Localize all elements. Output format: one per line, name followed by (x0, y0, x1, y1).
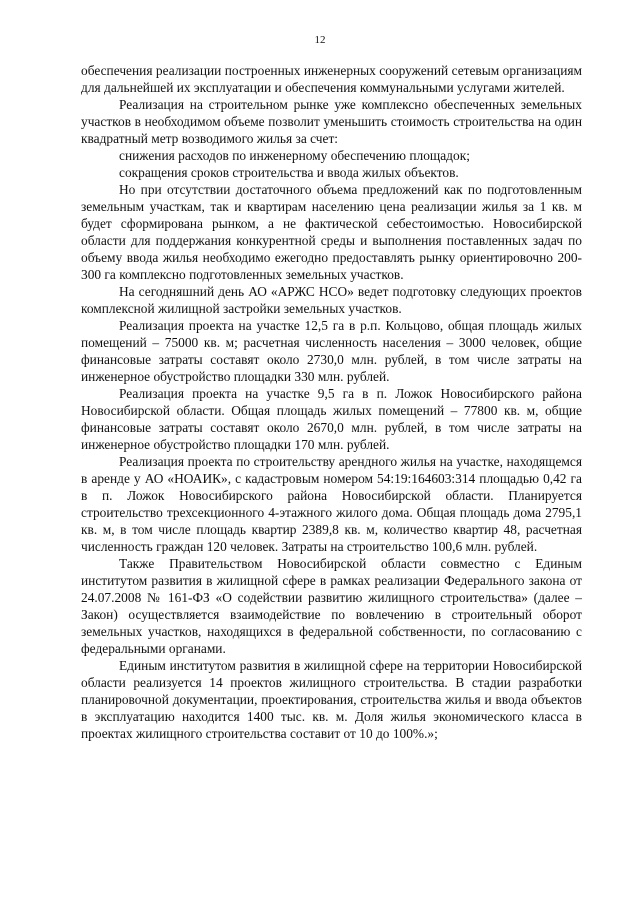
paragraph-4: На сегодняшний день АО «АРЖС НСО» ведет подготовку следующих проектов комплексной жилищной застройки земельных участков. (81, 284, 582, 316)
paragraph-9: Единым институтом развития в жилищной сфере на территории Новосибирской области реализуется 14 проектов жилищного строительства. В стадии разработки планировочной документации, проектирования, строительства жилья и ввода объектов в эксплуатацию находится 1400 тыс. кв. м. Доля жилья экономического класса в проектах жилищного строительства составит от 10 до 100%.»; (81, 658, 582, 741)
paragraph-8: Также Правительством Новосибирской области совместно с Единым институтом развития в жилищной сфере в рамках реализации Федерального закона от 24.07.2008 № 161-ФЗ «О содействии развитию жилищного строительства» (далее – Закон) осуществляется взаимодействие по вовлечению в строительный оборот земельных участков, находящихся в федеральной собственности, по согласованию с федеральными органами. (81, 556, 582, 656)
paragraph-3: Но при отсутствии достаточного объема предложений как по подготовленным земельным участкам, так и квартирам населению цена реализации жилья за 1 кв. м будет сформирована рынком, а не фактической себестоимостью. Новосибирской области для поддержания конкурентной среды и выполнения поставленных задач по объему ввода жилья необходимо ежегодно предоставлять рынку ориентировочно 200-300 га комплексно подготовленных земельных участков. (81, 182, 582, 282)
list-item-1: снижения расходов по инженерному обеспечению площадок; (119, 148, 470, 163)
paragraph-5: Реализация проекта на участке 12,5 га в р.п. Кольцово, общая площадь жилых помещений – 75000 кв. м; расчетная численность населения – 3000 человек, общие финансовые затраты составят около 2730,0 млн. рублей, в том числе затраты на инженерное обустройство площадки 330 млн. рублей. (81, 318, 582, 384)
paragraph-6: Реализация проекта на участке 9,5 га в п. Ложок Новосибирского района Новосибирской области. Общая площадь жилых помещений – 77800 кв. м, общие финансовые затраты составят около 2670,0 млн. рублей, в том числе затраты на инженерное обустройство площадки 170 млн. рублей. (81, 386, 582, 452)
list-item-2: сокращения сроков строительства и ввода жилых объектов. (119, 165, 459, 180)
document-body (81, 62, 582, 742)
paragraph-2: Реализация на строительном рынке уже комплексно обеспеченных земельных участков в необходимом объеме позволит уменьшить стоимость строительства на один квадратный метр возводимого жилья за счет: (81, 97, 582, 146)
paragraph-1-continuation: обеспечения реализации построенных инженерных сооружений сетевым организациям для дальнейшей их эксплуатации и обеспечения коммунальными услугами жителей. (81, 63, 582, 95)
page-number: 12 (314, 34, 326, 46)
paragraph-7: Реализация проекта по строительству арендного жилья на участке, находящемся в аренде у АО «НОАИК», с кадастровым номером 54:19:164603:314 площадью 0,42 га в п. Ложок Новосибирского района Новосибирской области. Планируется строительство трехсекционного 4-этажного жилого дома. Общая площадь дома 2795,1 кв. м, в том числе площадь квартир 2389,8 кв. м, количество квартир 48, расчетная численность граждан 120 человек. Затраты на строительство 100,6 млн. рублей. (81, 454, 582, 554)
